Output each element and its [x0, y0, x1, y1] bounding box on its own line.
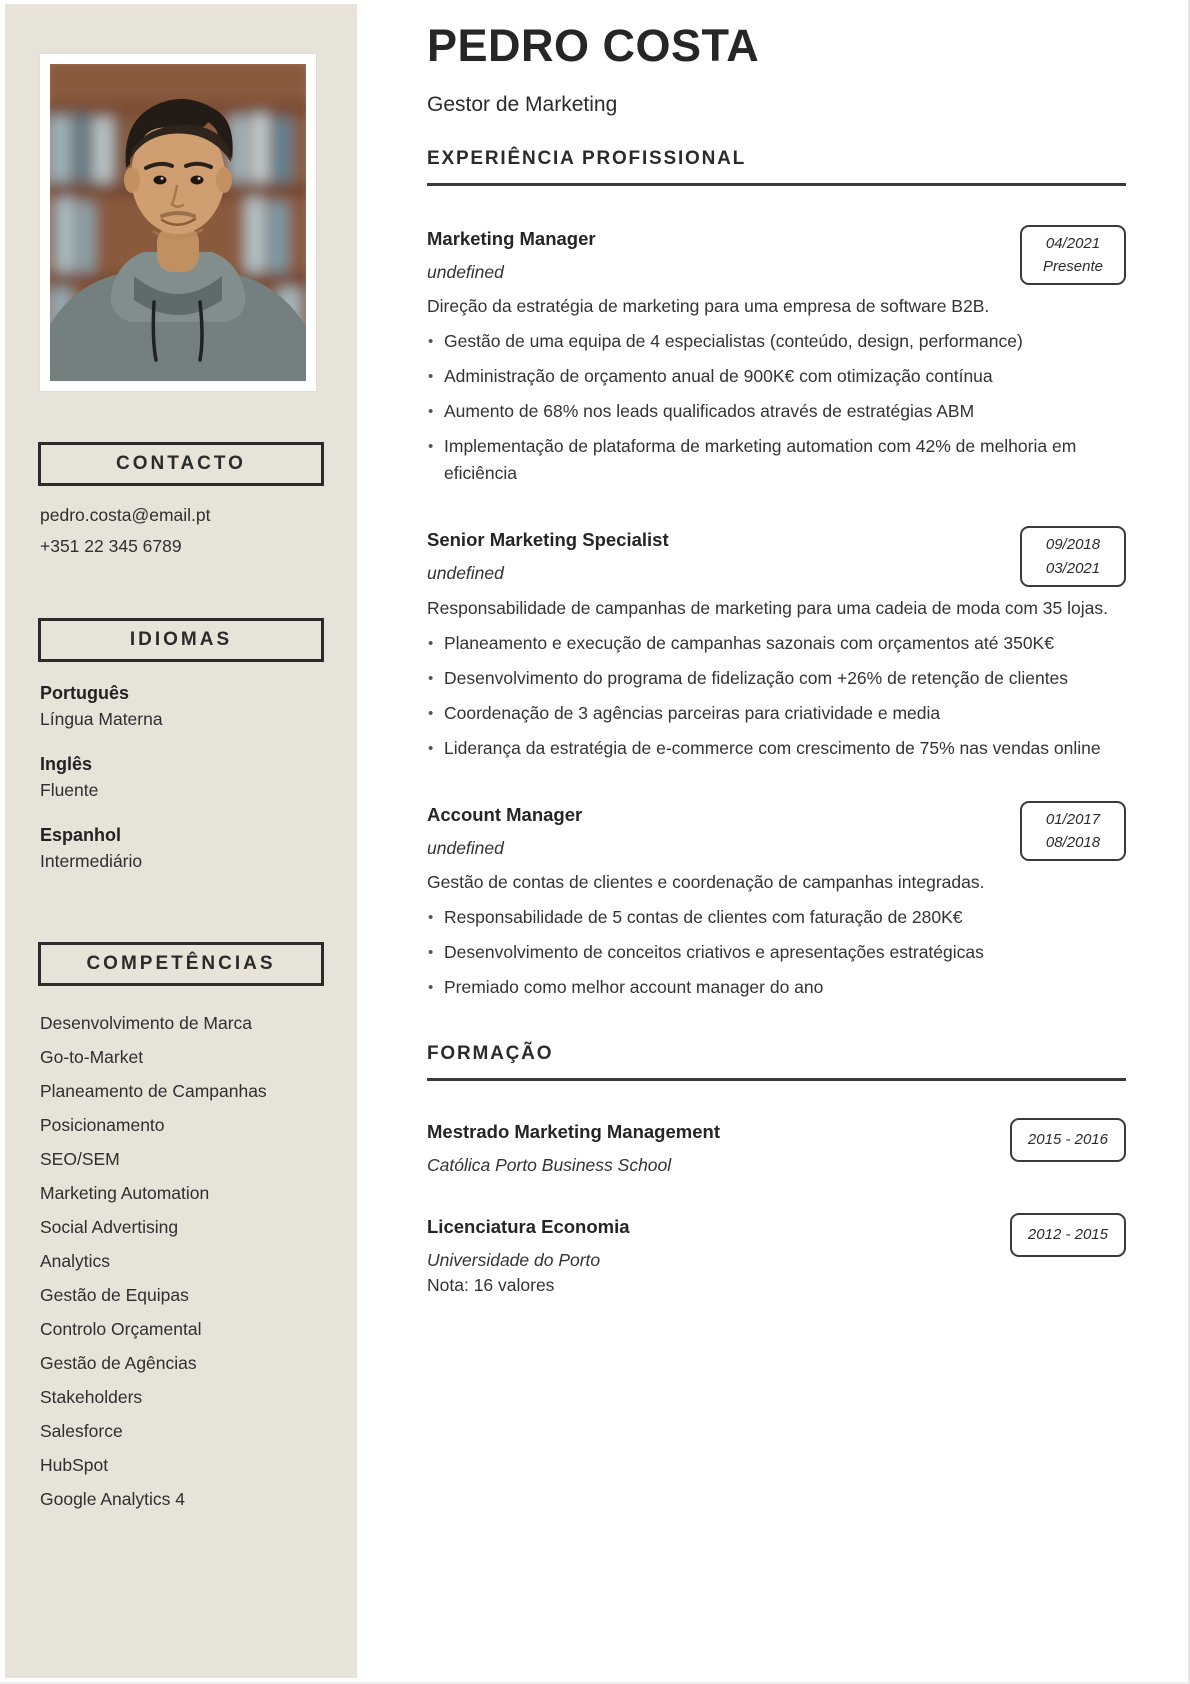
education-heading: FORMAÇÃO [427, 1043, 1126, 1081]
languages-list [40, 680, 357, 874]
skill-item: Social Advertising [40, 1217, 179, 1237]
experience-section [427, 148, 1126, 1002]
skill-item: Marketing Automation [40, 1183, 210, 1203]
job-bullet: • Liderança da estratégia de e-commerce com crescimento de 75% nas vendas online [427, 735, 1126, 762]
language-item: Português Língua Materna [40, 683, 163, 729]
education-school: Universidade do Porto [427, 1250, 601, 1271]
job-description: Direção da estratégia de marketing para uma empresa de software B2B. [427, 296, 990, 317]
education-dates: 2012 - 2015 [1010, 1213, 1126, 1256]
contact-heading: CONTACTO [38, 442, 324, 486]
job-title: Marketing Manager [427, 227, 596, 249]
person-name: PEDRO COSTA [427, 20, 760, 71]
job-bullet: • Aumento de 68% nos leads qualificados através de estratégias ABM [427, 398, 1126, 425]
job-bullets [427, 328, 1126, 487]
job-bullet: • Premiado como melhor account manager do ano [427, 974, 1126, 1001]
job-bullet: • Responsabilidade de 5 contas de clientes com faturação de 280K€ [427, 904, 1126, 931]
job-entry [427, 801, 1126, 1002]
main-content [357, 0, 1190, 1296]
job-title: Account Manager [427, 803, 583, 825]
person-job-title: Gestor de Marketing [427, 92, 618, 116]
education-section [427, 1043, 1126, 1296]
skill-item: Google Analytics 4 [40, 1489, 185, 1509]
sidebar [5, 4, 357, 1678]
language-item: Inglês Fluente [40, 754, 99, 800]
job-bullets [427, 630, 1126, 762]
skill-item: Desenvolvimento de Marca [40, 1013, 253, 1033]
job-bullet: • Implementação de plataforma de marketing automation com 42% de melhoria em eficiência [427, 433, 1126, 487]
job-company: undefined [427, 837, 504, 858]
job-entry [427, 225, 1126, 488]
education-degree: Licenciatura Economia [427, 1216, 630, 1238]
job-description: Responsabilidade de campanhas de marketing para uma cadeia de moda com 35 lojas. [427, 597, 1108, 618]
job-bullet: • Gestão de uma equipa de 4 especialistas (conteúdo, design, performance) [427, 328, 1126, 355]
education-dates: 2015 - 2016 [1010, 1118, 1126, 1161]
skill-item: Salesforce [40, 1421, 123, 1441]
education-school: Católica Porto Business School [427, 1155, 672, 1176]
languages-heading: IDIOMAS [38, 618, 324, 662]
skill-item: Gestão de Agências [40, 1353, 197, 1373]
job-bullet: • Coordenação de 3 agências parceiras para criatividade e media [427, 700, 1126, 727]
job-description: Gestão de contas de clientes e coordenação de campanhas integradas. [427, 872, 985, 893]
skill-item: SEO/SEM [40, 1149, 120, 1169]
portrait-illustration [50, 64, 306, 381]
job-bullet: • Planeamento e execução de campanhas sazonais com orçamentos até 350K€ [427, 630, 1126, 657]
education-note: Nota: 16 valores [427, 1275, 555, 1296]
job-bullet: • Administração de orçamento anual de 900K€ com otimização contínua [427, 363, 1126, 390]
skill-item: Stakeholders [40, 1387, 143, 1407]
job-bullet: • Desenvolvimento do programa de fidelização com +26% de retenção de clientes [427, 665, 1126, 692]
skill-item: Gestão de Equipas [40, 1285, 189, 1305]
contact-phone: +351 22 345 6789 [40, 536, 182, 556]
education-entry [427, 1118, 1126, 1176]
job-company: undefined [427, 563, 504, 584]
contact-email: pedro.costa@email.pt [40, 505, 211, 525]
skill-item: Planeamento de Campanhas [40, 1081, 267, 1101]
skill-item: Posicionamento [40, 1115, 165, 1135]
job-bullet: • Desenvolvimento de conceitos criativos e apresentações estratégicas [427, 939, 1126, 966]
experience-heading: EXPERIÊNCIA PROFISSIONAL [427, 148, 1126, 186]
education-degree: Mestrado Marketing Management [427, 1121, 720, 1143]
job-company: undefined [427, 261, 504, 282]
language-item: Espanhol Intermediário [40, 825, 143, 871]
education-entry [427, 1213, 1126, 1296]
job-title: Senior Marketing Specialist [427, 529, 669, 551]
skill-item: Analytics [40, 1251, 111, 1271]
skills-list [40, 1006, 357, 1516]
skill-item: Controlo Orçamental [40, 1319, 202, 1339]
job-dates: 01/2017 08/2018 [1020, 801, 1126, 862]
job-dates: 09/2018 03/2021 [1020, 526, 1126, 587]
job-dates: 04/2021 Presente [1020, 225, 1126, 286]
skills-heading: COMPETÊNCIAS [38, 942, 324, 986]
skill-item: HubSpot [40, 1455, 109, 1475]
job-entry [427, 526, 1126, 762]
job-bullets [427, 904, 1126, 1001]
profile-photo [39, 53, 317, 392]
skill-item: Go-to-Market [40, 1047, 144, 1067]
